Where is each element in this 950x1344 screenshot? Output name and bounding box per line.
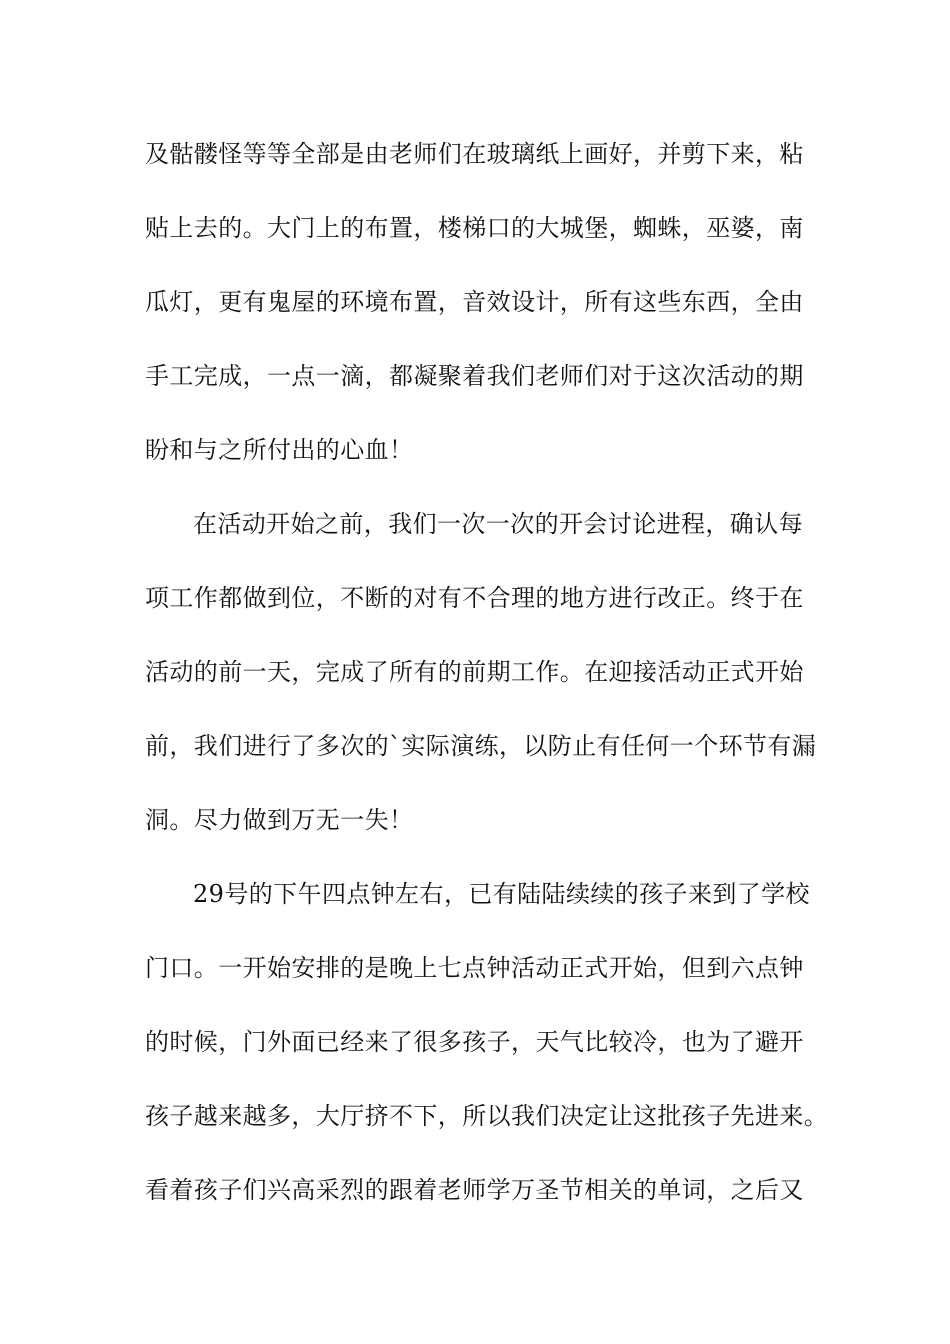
text-line-indented: 在活动开始之前，我们一次一次的开会讨论进程，确认每 <box>193 510 803 538</box>
text-line: 前，我们进行了多次的`实际演练，以防止有任何一个环节有漏 <box>145 732 817 760</box>
text-line: 看着孩子们兴高采烈的跟着老师学万圣节相关的单词，之后又 <box>145 1176 804 1204</box>
text-line: 手工完成，一点一滴，都凝聚着我们老师们对于这次活动的期 <box>145 362 804 390</box>
document-body <box>145 128 829 1238</box>
text-line: 活动的前一天，完成了所有的前期工作。在迎接活动正式开始 <box>145 658 804 686</box>
paragraph-2 <box>145 498 825 868</box>
text-line: 洞。尽力做到万无一失！ <box>145 806 414 834</box>
text-line: 贴上去的。大门上的布置，楼梯口的大城堡，蜘蛛，巫婆，南 <box>145 214 804 242</box>
paragraph-3 <box>145 868 829 1238</box>
text-line: 的时候，门外面已经来了很多孩子，天气比较冷，也为了避开 <box>145 1028 804 1056</box>
text-line: 孩子越来越多，大厅挤不下，所以我们决定让这批孩子先进来。 <box>145 1102 829 1130</box>
text-line: 门口。一开始安排的是晚上七点钟活动正式开始，但到六点钟 <box>145 954 804 982</box>
text-line: 瓜灯，更有鬼屋的环境布置，音效设计，所有这些东西，全由 <box>145 288 804 316</box>
paragraph-1 <box>145 128 825 498</box>
text-line: 盼和与之所付出的心血！ <box>145 436 414 464</box>
text-line: 项工作都做到位，不断的对有不合理的地方进行改正。终于在 <box>145 584 804 612</box>
text-line: 及骷髅怪等等全部是由老师们在玻璃纸上画好，并剪下来，粘 <box>145 140 804 168</box>
text-line-indented: 29号的下午四点钟左右，已有陆陆续续的孩子来到了学校 <box>193 880 810 908</box>
